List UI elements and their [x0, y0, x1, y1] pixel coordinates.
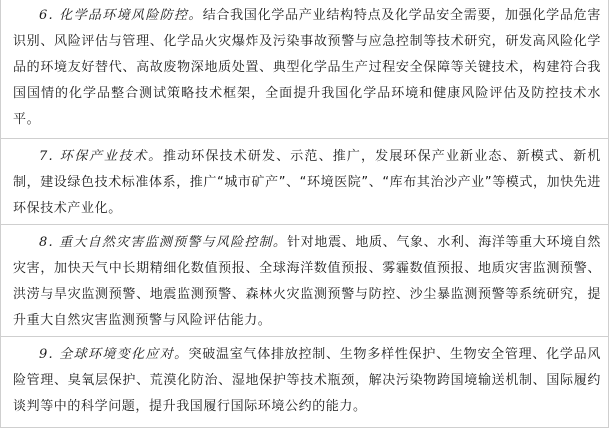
section-disaster-warning: [1, 225, 609, 337]
section-body: 针对地震、地质、气象、水利、海洋等重大环境自然灾害，加快天气中长期精细化数值预报、全球海洋数值预报、雾霾数值预报、地质灾害监测预警、洪涝与旱灾监测预警、地震监测预警、森林火灾监测预警与防控、沙尘暴监测预警等系统研究，提升重大自然灾害监测预警与风险评估能力。: [13, 235, 601, 328]
section-heading: 8. 重大自然灾害监测预警与风险控制。: [39, 235, 288, 250]
section-eco-industry: [1, 139, 609, 225]
section-paragraph: [13, 342, 601, 420]
section-heading: 6. 化学品环境风险防控。: [39, 8, 203, 23]
section-paragraph: [13, 144, 601, 222]
section-paragraph: [13, 3, 601, 133]
section-heading: 9. 全球环境变化应对。: [39, 347, 189, 362]
section-body: 推动环保技术研发、示范、推广，发展环保产业新业态、新模式、新机制，建设绿色技术标准体系，推广“城市矿产”、“环境医院”、“库布其治沙产业”等模式，加快先进环保技术产业化。: [13, 149, 602, 216]
section-body: 突破温室气体排放控制、生物多样性保护、生物安全管理、化学品风险管理、臭氧层保护、荒漠化防治、湿地保护等技术瓶颈，解决污染物跨国境输送机制、国际履约谈判等中的科学问题，提升我国履行国际环境公约的能力。: [13, 347, 601, 414]
section-body: 结合我国化学品产业结构特点及化学品安全需要，加强化学品危害识别、风险评估与管理、化学品火灾爆炸及污染事故预警与应急控制等技术研究，研发高风险化学品的环境友好替代、高故废物深地质处置、典型化学品生产过程安全保障等关键技术，构建符合我国国情的化学品整合测试策略技术框架，全面提升我国化学品环境和健康风险评估及防控技术水平。: [13, 8, 602, 127]
section-global-change: [1, 337, 609, 428]
section-paragraph: [13, 230, 601, 334]
section-heading: 7. 环保产业技术。: [39, 149, 163, 164]
section-chemical-risk: [1, 0, 609, 139]
